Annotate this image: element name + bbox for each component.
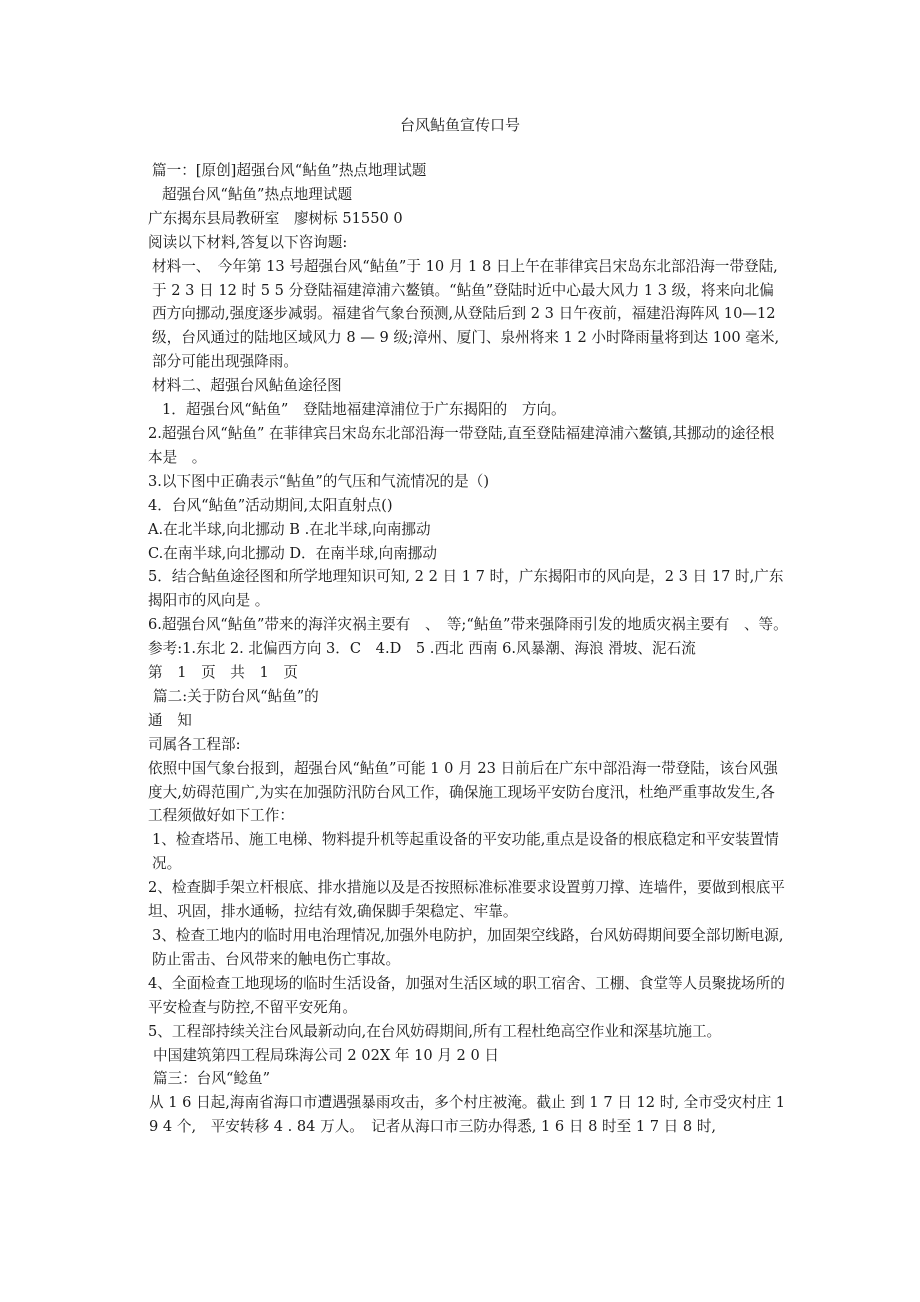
document-body: [138, 159, 788, 1139]
section-3-paragraph: 从 1 6 日起,海南省海口市遭遇强暴雨攻击，多个村庄被淹。截止 到 1 7 日 12 时, 全市受灾村庄 1 9 4 个, 平安转移 4 . 84 万人。 记者从海口市三防办得悉, 1 6 日 8 时至 1 7 日 8 时,: [149, 1094, 786, 1136]
section-heading-3: 篇三：台风“鲶鱼”: [153, 1070, 271, 1088]
question-6: 6.超强台风“鲇鱼”带来的海洋灾祸主要有 、 等;“鲇鱼”带来强降雨引发的地质灾祸主要有 、等。: [148, 616, 788, 634]
notice-item-5: 5、工程部持续关注台风最新动向,在台风妨碍期间,所有工程杜绝高空作业和深基坑施工。: [148, 1022, 722, 1040]
page-number: 第 1 页 共 1 页: [148, 664, 298, 682]
material-one: 材料一、 今年第 13 号超强台风“鲇鱼”于 10 月 1 8 日上午在菲律宾吕宋岛东北部沿海一带登陆,于 2 3 日 12 时 5 5 分登陆福建漳浦六鳌镇。“鲇鱼”登陆时近中心最大风力 1 3 级，将来向北偏西方向挪动,强度逐步减弱。福建省气象台预测,从登陆后到 2 3 日午夜前，福建沿海阵风 10—12 级，台风通过的陆地区域风力 8 — 9 级;漳州、厦门、泉州将来 1 2 小时降雨量将到达 100 毫米,部分可能出现强降雨。: [152, 257, 780, 371]
question-4: 4．台风“鲇鱼”活动期间,太阳直射点(): [148, 496, 393, 514]
option-cd: C.在南半球,向北挪动 D．在南半球,向南挪动: [148, 544, 437, 562]
notice-recipient: 司属各工程部:: [148, 735, 241, 753]
notice-title: 通 知: [148, 711, 192, 729]
notice-item-2: 2、检查脚手架立杆根底、排水措施以及是否按照标准标准要求设置剪刀撑、连墙件，要做到根底平坦、巩固，排水通畅，拉结有效,确保脚手架稳定、牢靠。: [148, 879, 785, 921]
notice-signature: 中国建筑第四工程局珠海公司 2 02X 年 10 月 2 0 日: [153, 1046, 499, 1064]
notice-item-3: 3、检查工地内的临时用电治理情况,加强外电防护，加固架空线路，台风妨碍期间要全部切断电源,防止雷击、台风带来的触电伤亡事故。: [152, 927, 784, 968]
author-line: 广东揭东县局教研室 廖树标 51550 0: [148, 209, 403, 227]
document-title: 台风鲇鱼宣传口号: [399, 116, 520, 134]
option-ab: A.在北半球,向北挪动 B .在北半球,向南挪动: [148, 520, 431, 538]
question-5: 5．结合鲇鱼途径图和所学地理知识可知, 2 2 日 1 7 时，广东揭阳市的风向是，2 3 日 17 时,广东揭阳市的风向是 。: [148, 568, 784, 610]
question-1: 1．超强台风“鲇鱼” 登陆地福建漳浦位于广东揭阳的 方向。: [162, 401, 566, 419]
notice-item-4: 4、全面检查工地现场的临时生活设备，加强对生活区域的职工宿舍、工棚、食堂等人员聚拢场所的平安检查与防控,不留平安死角。: [148, 974, 785, 1016]
question-3: 3.以下图中正确表示“鲇鱼”的气压和气流情况的是（): [148, 472, 490, 490]
section-heading-1: 篇一：[原创]超强台风“鲇鱼”热点地理试题: [152, 162, 427, 179]
section-heading-2: 篇二:关于防台风“鲇鱼”的: [153, 687, 319, 705]
subtitle: 超强台风“鲇鱼”热点地理试题: [162, 185, 353, 203]
question-2: 2.超强台风“鲇鱼” 在菲律宾吕宋岛东北部沿海一带登陆,直至登陆福建漳浦六鳌镇,其挪动的途径根本是 。: [148, 424, 775, 466]
instruction: 阅读以下材料,答复以下咨询题:: [148, 233, 348, 251]
material-two: 材料二、超强台风鲇鱼途径图: [152, 377, 342, 395]
answer-key: 参考:1.东北 2. 北偏西方向 3．C 4.D 5 .西北 西南 6.风暴潮、海浪 滑坡、泥石流: [148, 640, 696, 658]
notice-item-1: 1、检查塔吊、施工电梯、物料提升机等起重设备的平安功能,重点是设备的根底稳定和平安装置情况。: [152, 831, 779, 873]
notice-intro: 依照中国气象台报到，超强台风“鲇鱼”可能 1 0 月 23 日前后在广东中部沿海一带登陆，该台风强度大,妨碍范围广,为实在加强防汛防台风工作，确保施工现场平安防台度汛，杜绝严重事故发生,各工程须做好如下工作：: [148, 759, 778, 825]
